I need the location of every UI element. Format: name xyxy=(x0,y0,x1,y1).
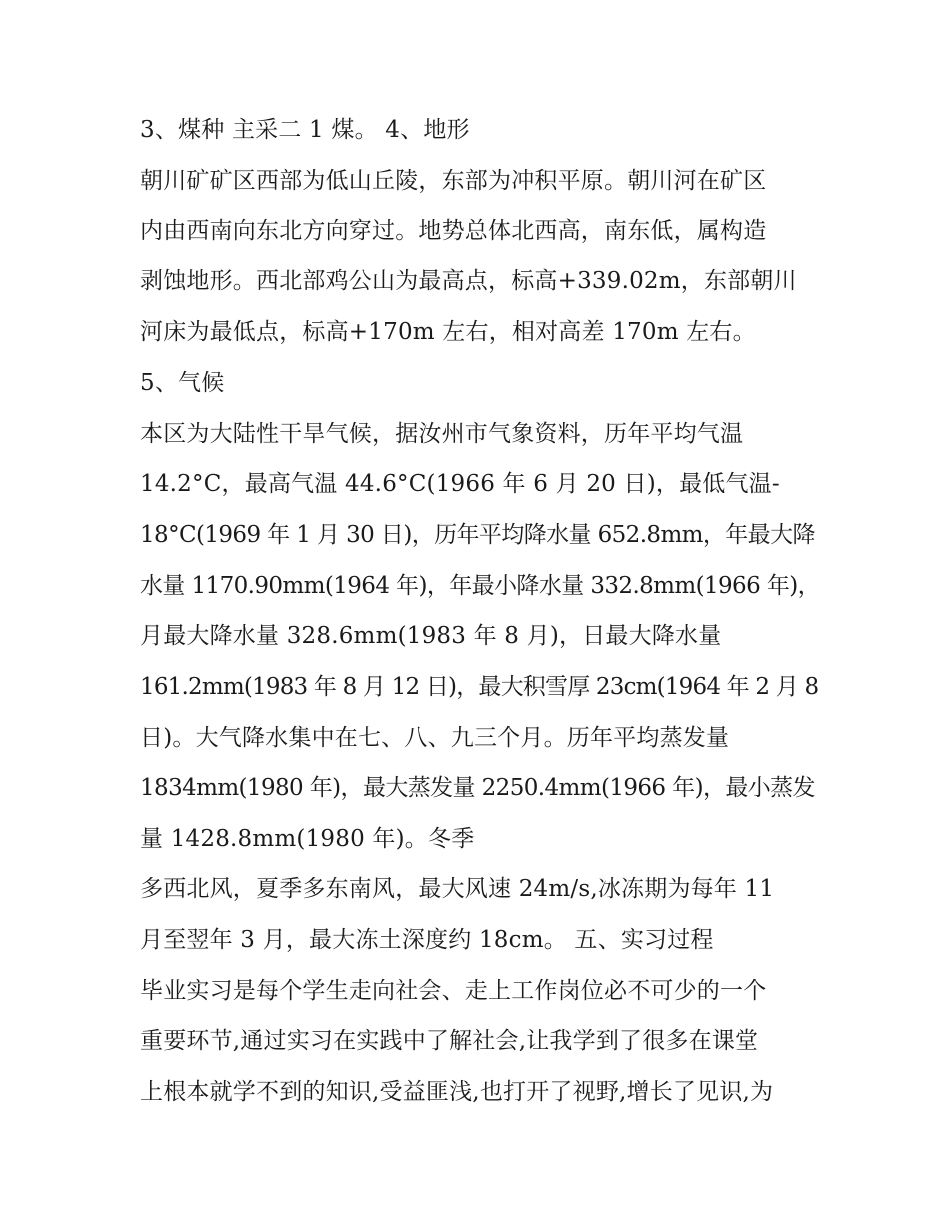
paragraph-line: 重要环节,通过实习在实践中了解社会,让我学到了很多在课堂 xyxy=(140,1028,759,1054)
paragraph-line-with-section-heading: 月至翌年 3 月，最大冻土深度约 18cm。 五、实习过程 xyxy=(140,927,714,953)
paragraph-line: 毕业实习是每个学生走向社会、走上工作岗位必不可少的一个 xyxy=(140,978,767,1004)
paragraph-line: 水量 1170.90mm(1964 年)，年最小降水量 332.8mm(1966 年)， xyxy=(140,573,820,599)
paragraph-line: 月最大降水量 328.6mm(1983 年 8 月)，日最大降水量 xyxy=(140,623,722,649)
paragraph-line: 上根本就学不到的知识,受益匪浅,也打开了视野,增长了见识,为 xyxy=(140,1079,774,1105)
paragraph-line: 14.2°C，最高气温 44.6°C(1966 年 6 月 20 日)，最低气温- xyxy=(140,471,780,497)
paragraph-line: 量 1428.8mm(1980 年)。冬季 xyxy=(140,826,475,852)
paragraph-line: 日)。大气降水集中在七、八、九三个月。历年平均蒸发量 xyxy=(140,725,730,751)
paragraph-line: 河床为最低点，标高+170m 左右，相对高差 170m 左右。 xyxy=(140,319,756,345)
paragraph-line: 朝川矿矿区西部为低山丘陵，东部为冲积平原。朝川河在矿区 xyxy=(140,168,767,194)
paragraph-line: 18°C(1969 年 1 月 30 日)，历年平均降水量 652.8mm，年最大降 xyxy=(140,522,815,548)
section-heading-coal-type-terrain: 3、煤种 主采二 1 煤。 4、地形 xyxy=(140,117,470,143)
paragraph-line: 剥蚀地形。西北部鸡公山为最高点，标高+339.02m，东部朝川 xyxy=(140,268,797,294)
paragraph-line: 内由西南向东北方向穿过。地势总体北西高，南东低，属构造 xyxy=(140,218,767,244)
paragraph-line: 多西北风，夏季多东南风，最大风速 24m/s,冰冻期为每年 11 xyxy=(140,876,775,902)
paragraph-line: 本区为大陆性干旱气候，据汝州市气象资料，历年平均气温 xyxy=(140,421,744,447)
paragraph-line: 161.2mm(1983 年 8 月 12 日)，最大积雪厚 23cm(1964 年 2 月 8 xyxy=(140,674,819,700)
paragraph-line: 1834mm(1980 年)，最大蒸发量 2250.4mm(1966 年)，最小蒸发 xyxy=(140,775,815,801)
section-heading-climate: 5、气候 xyxy=(140,370,225,396)
